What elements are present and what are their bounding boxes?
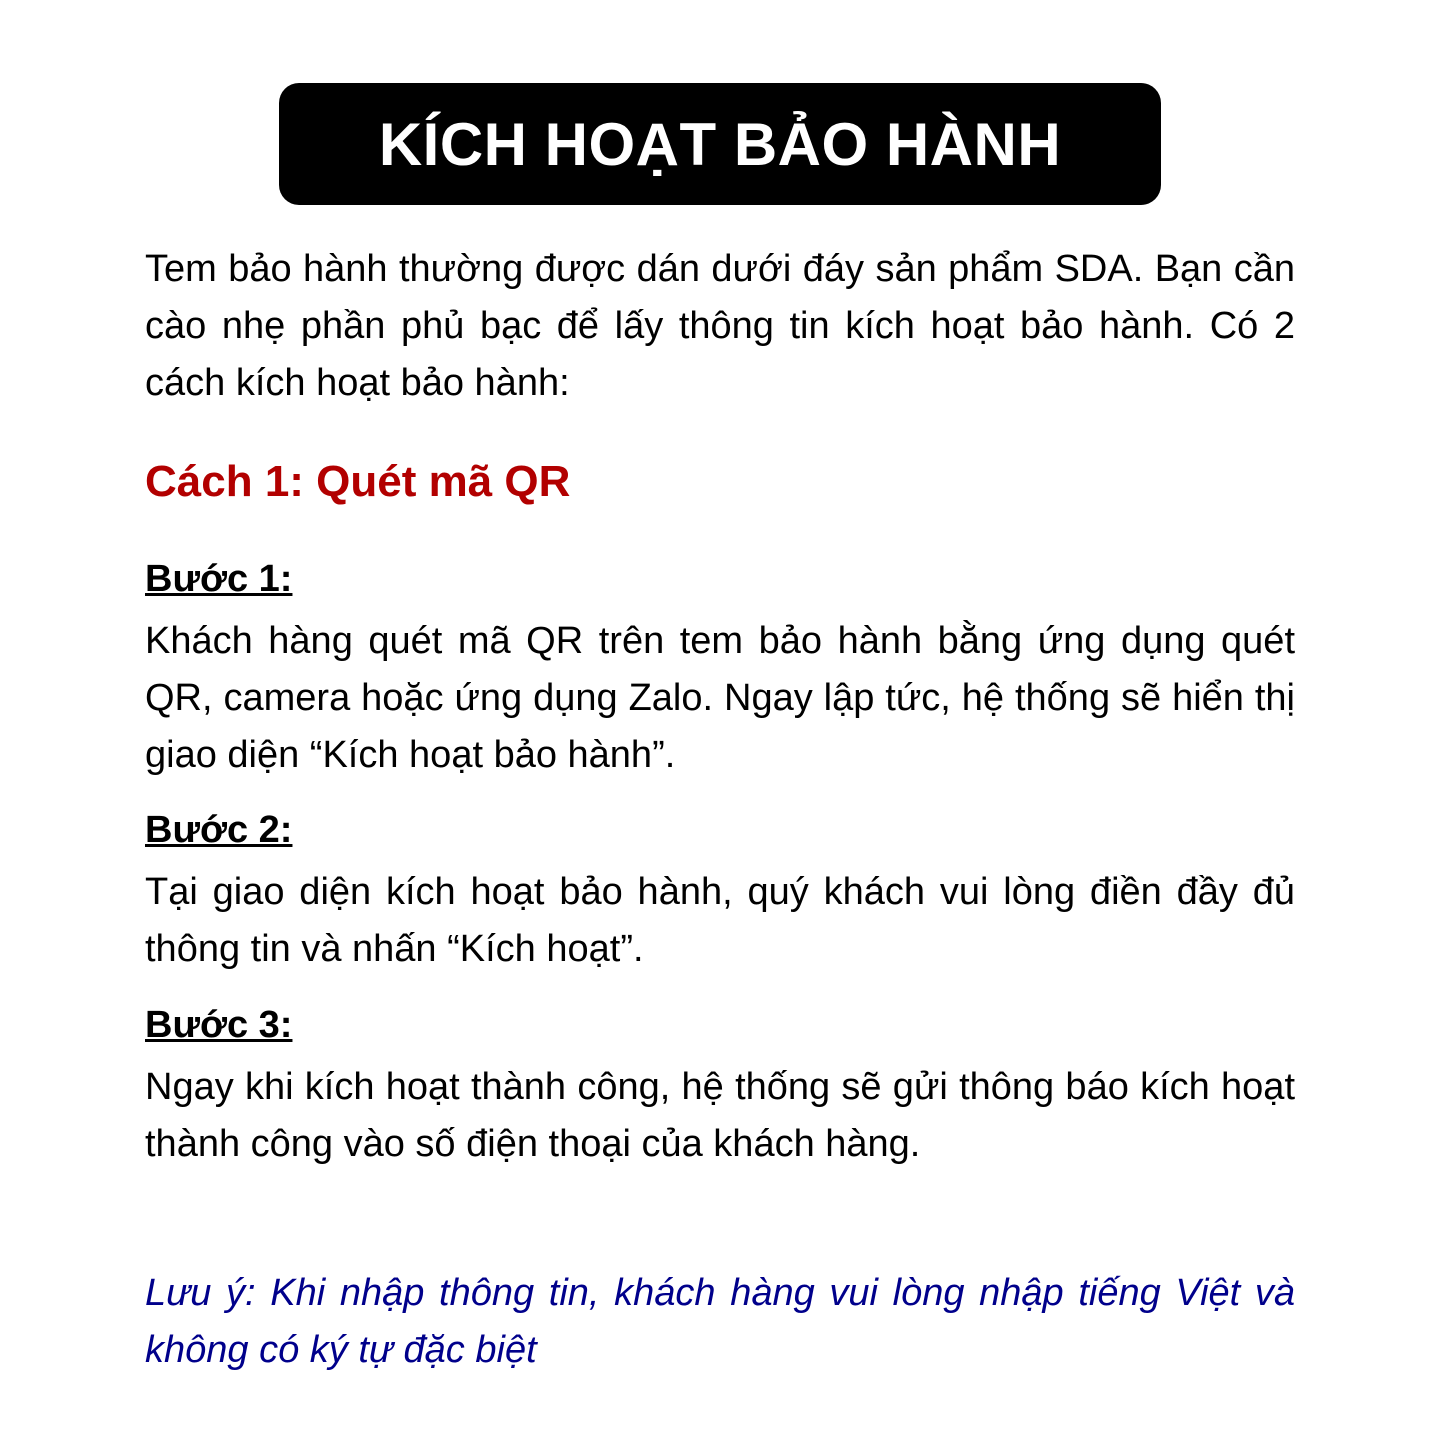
intro-paragraph: Tem bảo hành thường được dán dưới đáy sản phẩm SDA. Bạn cần cào nhẹ phần phủ bạc để lấy thông tin kích hoạt bảo hành. Có 2 cách kích hoạt bảo hành: xyxy=(145,248,1295,404)
step-1-label: Bước 1: xyxy=(145,558,293,600)
step-2-label: Bước 2: xyxy=(145,809,293,851)
step-3-text: Ngay khi kích hoạt thành công, hệ thống sẽ gửi thông báo kích hoạt thành công vào số điện thoại của khách hàng. xyxy=(145,1066,1295,1165)
title-banner xyxy=(279,83,1161,205)
step-3-label: Bước 3: xyxy=(145,1004,293,1046)
step-1-text: Khách hàng quét mã QR trên tem bảo hành bằng ứng dụng quét QR, camera hoặc ứng dụng Zalo. Ngay lập tức, hệ thống sẽ hiển thị giao diện “Kích hoạt bảo hành”. xyxy=(145,620,1295,776)
method-1-heading: Cách 1: Quét mã QR xyxy=(145,457,571,506)
note-text: Lưu ý: Khi nhập thông tin, khách hàng vui lòng nhập tiếng Việt và không có ký tự đặc biệt xyxy=(145,1272,1295,1371)
page-title: KÍCH HOẠT BẢO HÀNH xyxy=(378,110,1062,178)
step-2-text: Tại giao diện kích hoạt bảo hành, quý khách vui lòng điền đầy đủ thông tin và nhấn “Kích hoạt”. xyxy=(145,871,1295,970)
